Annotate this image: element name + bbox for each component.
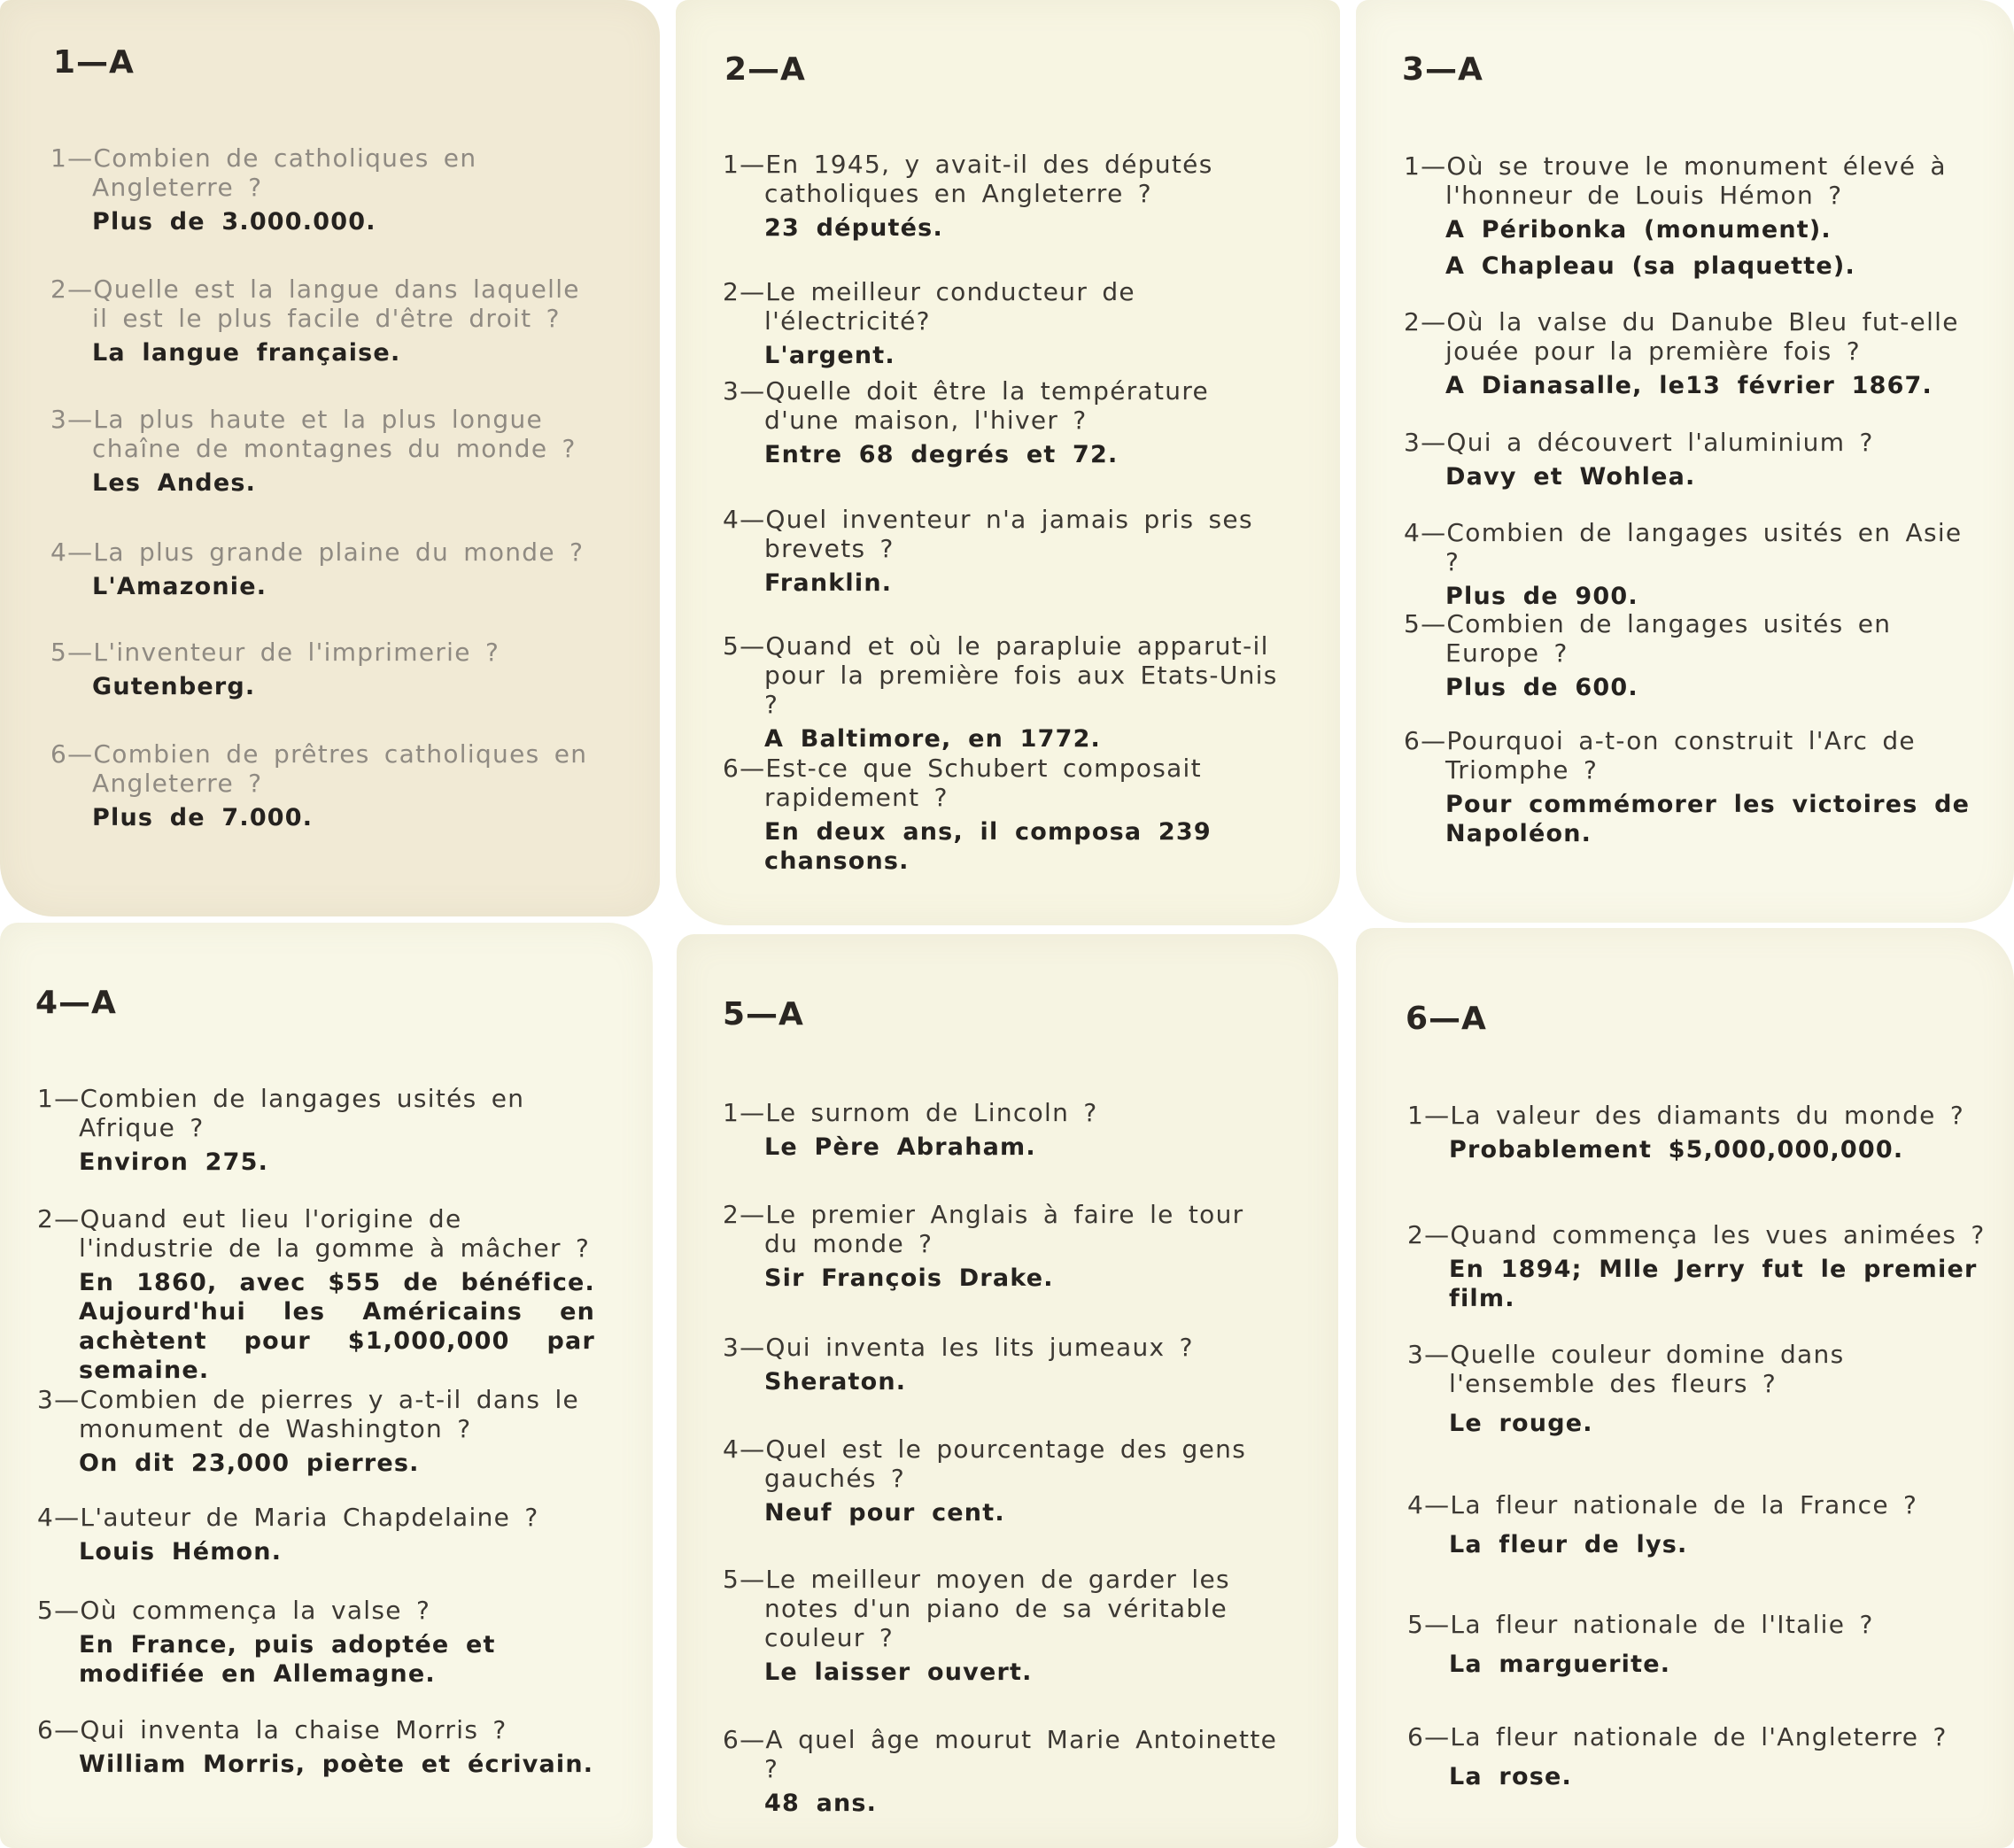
question: 6—Est-ce que Schubert composait rapidement ?	[723, 754, 1202, 812]
question: 2—Quand commença les vues animées ?	[1407, 1220, 1986, 1249]
question: 4—L'auteur de Maria Chapdelaine ?	[37, 1503, 539, 1532]
qa-item-6	[723, 754, 1290, 876]
question: 5—Quand et où le parapluie apparut-il pour la première fois aux Etats-Unis ?	[723, 631, 1278, 719]
qa-item-4	[1407, 1490, 1992, 1559]
question: 5—Combien de langages usités en Europe ?	[1404, 609, 1892, 668]
qa-item-5	[723, 631, 1290, 754]
qa-item-4	[723, 1434, 1290, 1527]
qa-item-2	[1404, 307, 1988, 400]
answer: Neuf pour cent.	[764, 1499, 1005, 1527]
answer: On dit 23,000 pierres.	[79, 1450, 420, 1477]
qa-item-3	[723, 1333, 1290, 1396]
question: 1—Le surnom de Lincoln ?	[723, 1098, 1098, 1127]
answer: Entre 68 degrés et 72.	[764, 441, 1119, 468]
qa-item-6	[50, 739, 604, 832]
answer: Plus de 600.	[1445, 674, 1638, 701]
answer: La marguerite.	[1449, 1651, 1671, 1678]
answer: Plus de 900.	[1445, 583, 1638, 610]
qa-item-1	[1404, 151, 1988, 281]
answer: 48 ans.	[764, 1790, 878, 1817]
qa-item-5	[723, 1565, 1290, 1687]
question: 1—La valeur des diamants du monde ?	[1407, 1101, 1965, 1130]
question: 6—Qui inventa la chaise Morris ?	[37, 1715, 507, 1744]
question: 2—Le meilleur conducteur de l'électricité?	[723, 277, 1135, 336]
answer: Plus de 7.000.	[92, 804, 314, 831]
answer: Environ 275.	[79, 1148, 269, 1176]
qa-item-5	[1407, 1610, 1992, 1679]
qa-item-2	[50, 274, 604, 367]
answer: Les Andes.	[92, 469, 257, 497]
answer: A Péribonka (monument).	[1445, 216, 1832, 244]
answer: William Morris, poète et écrivain.	[79, 1751, 594, 1778]
answer: Davy et Wohlea.	[1445, 463, 1696, 491]
card-1	[0, 0, 660, 916]
qa-item-3	[1407, 1340, 1992, 1438]
answer: Pour commémorer les victoires de Napoléon.	[1445, 791, 1971, 847]
qa-item-1	[723, 150, 1290, 243]
qa-item-1	[50, 143, 604, 236]
answer: Probablement $5,000,000,000.	[1449, 1136, 1904, 1164]
qa-item-4	[37, 1503, 595, 1566]
answer: 23 députés.	[764, 214, 943, 242]
question: 3—Quelle doit être la température d'une maison, l'hiver ?	[723, 376, 1210, 435]
qa-item-2	[1407, 1220, 1992, 1313]
question: 2—Le premier Anglais à faire le tour du monde ?	[723, 1200, 1244, 1258]
answer: La langue française.	[92, 339, 401, 367]
qa-item-2	[723, 1200, 1290, 1293]
question: 2—Quand eut lieu l'origine de l'industrie de la gomme à mâcher ?	[37, 1204, 591, 1263]
question: 3—Quelle couleur domine dans l'ensemble des fleurs ?	[1407, 1340, 1845, 1398]
question: 3—La plus haute et la plus longue chaîne de montagnes du monde ?	[50, 405, 577, 463]
question: 6—Combien de prêtres catholiques en Angleterre ?	[50, 739, 588, 798]
answer: L'Amazonie.	[92, 573, 267, 600]
qa-item-4	[50, 537, 604, 601]
qa-item-5	[37, 1596, 595, 1689]
qa-item-5	[1404, 609, 1988, 702]
qa-item-1	[723, 1098, 1290, 1162]
question: 5—L'inventeur de l'imprimerie ?	[50, 638, 500, 667]
question: 1—Où se trouve le monument élevé à l'honneur de Louis Hémon ?	[1404, 151, 1947, 210]
answer: En France, puis adoptée et modifiée en Allemagne.	[79, 1631, 496, 1688]
answer: A Baltimore, en 1772.	[764, 725, 1102, 753]
answer: En 1860, avec $55 de bénéfice. Aujourd'hui les Américains en achètent pour $1,000,000 par semaine.	[79, 1269, 595, 1384]
qa-item-3	[1404, 428, 1988, 491]
answer: Le laisser ouvert.	[764, 1659, 1033, 1686]
question: 4—Combien de langages usités en Asie ?	[1404, 518, 1963, 576]
card-title: 1—A	[53, 44, 135, 81]
answer: En deux ans, il composa 239 chansons.	[764, 818, 1212, 875]
answer: Le rouge.	[1449, 1410, 1593, 1437]
card-title: 6—A	[1406, 1001, 1487, 1037]
question: 5—La fleur nationale de l'Italie ?	[1407, 1610, 1874, 1639]
qa-item-4	[723, 505, 1290, 598]
question: 1—Combien de langages usités en Afrique ?	[37, 1084, 525, 1142]
answer: L'argent.	[764, 342, 895, 369]
question: 6—Pourquoi a-t-on construit l'Arc de Triomphe ?	[1404, 726, 1916, 785]
card-title: 2—A	[724, 51, 806, 88]
qa-item-2	[37, 1204, 595, 1385]
answer: Sheraton.	[764, 1368, 907, 1396]
card-6	[1356, 928, 2014, 1848]
answer: En 1894; Mlle Jerry fut le premier film.	[1449, 1256, 1978, 1312]
answer: La rose.	[1449, 1763, 1572, 1790]
qa-item-6	[1404, 726, 1988, 848]
card-title: 5—A	[723, 996, 804, 1032]
card-title: 3—A	[1402, 51, 1483, 88]
answer: Gutenberg.	[92, 673, 256, 700]
qa-item-6	[37, 1715, 595, 1779]
answer: Louis Hémon.	[79, 1538, 283, 1566]
question: 5—Où commença la valse ?	[37, 1596, 431, 1625]
card-2	[676, 0, 1340, 925]
question: 1—Combien de catholiques en Angleterre ?	[50, 143, 477, 202]
answer: Le Père Abraham.	[764, 1133, 1036, 1161]
question: 3—Qui a découvert l'aluminium ?	[1404, 428, 1874, 457]
question: 4—Quel inventeur n'a jamais pris ses brevets ?	[723, 505, 1253, 563]
question: 4—La fleur nationale de la France ?	[1407, 1490, 1918, 1519]
card-5	[677, 934, 1338, 1848]
qa-item-5	[50, 638, 604, 701]
question: 6—La fleur nationale de l'Angleterre ?	[1407, 1722, 1948, 1751]
answer: Plus de 3.000.000.	[92, 208, 376, 236]
qa-item-3	[723, 376, 1290, 469]
qa-item-6	[723, 1725, 1290, 1818]
question: 4—Quel est le pourcentage des gens gauchés ?	[723, 1434, 1247, 1493]
answer: A Dianasalle, le13 février 1867.	[1445, 372, 1933, 399]
qa-item-3	[37, 1385, 595, 1478]
card-3	[1356, 0, 2014, 923]
question: 6—A quel âge mourut Marie Antoinette ?	[723, 1725, 1278, 1783]
qa-item-4	[1404, 518, 1988, 611]
question: 3—Combien de pierres y a-t-il dans le monument de Washington ?	[37, 1385, 580, 1443]
card-title: 4—A	[35, 985, 117, 1021]
qa-item-3	[50, 405, 604, 498]
card-4	[0, 923, 653, 1848]
qa-item-2	[723, 277, 1290, 370]
qa-item-6	[1407, 1722, 1992, 1791]
question: 2—Quelle est la langue dans laquelle il est le plus facile d'être droit ?	[50, 274, 580, 333]
answer: La fleur de lys.	[1449, 1531, 1688, 1558]
question: 5—Le meilleur moyen de garder les notes d'un piano de sa véritable couleur ?	[723, 1565, 1230, 1652]
answer-2: A Chapleau (sa plaquette).	[1445, 252, 1855, 280]
question: 3—Qui inventa les lits jumeaux ?	[723, 1333, 1194, 1362]
question: 4—La plus grande plaine du monde ?	[50, 537, 585, 567]
question: 2—Où la valse du Danube Bleu fut-elle jouée pour la première fois ?	[1404, 307, 1959, 366]
answer: Franklin.	[764, 569, 893, 597]
qa-item-1	[37, 1084, 595, 1177]
question: 1—En 1945, y avait-il des députés catholiques en Angleterre ?	[723, 150, 1213, 208]
answer: Sir François Drake.	[764, 1264, 1054, 1292]
qa-item-1	[1407, 1101, 1992, 1164]
